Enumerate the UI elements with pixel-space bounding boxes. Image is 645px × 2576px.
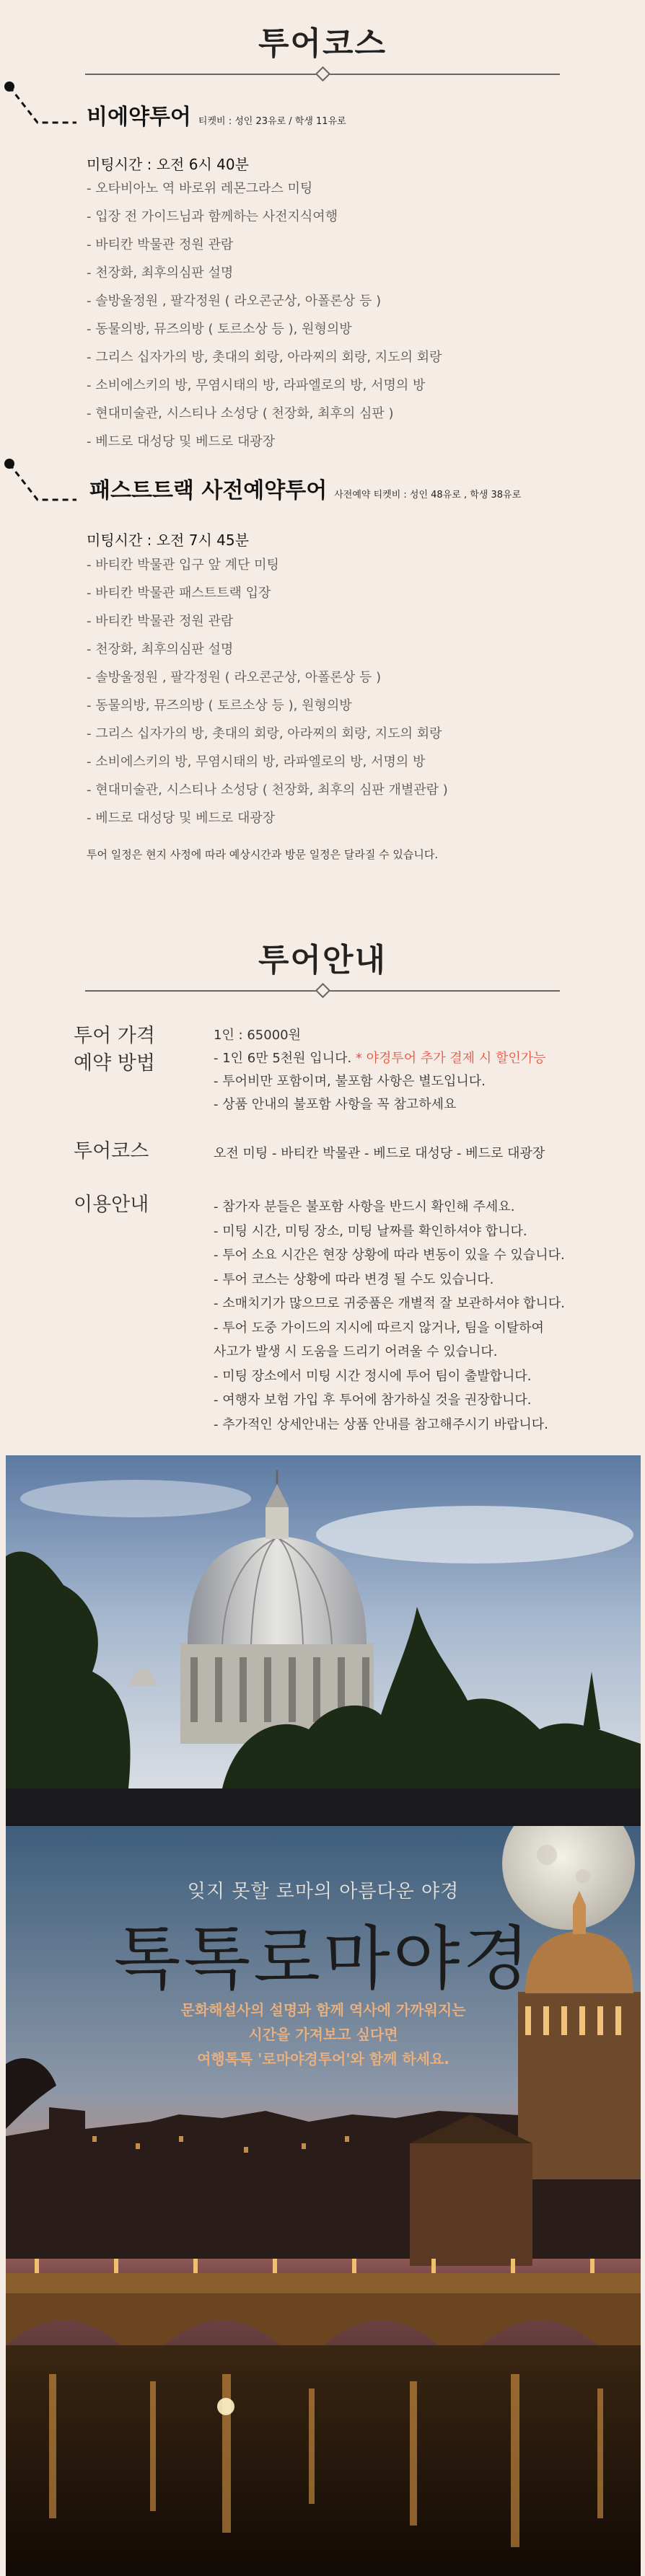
vip-meeting-time: 미팅시간 : 오전 6시 40분 — [87, 156, 249, 173]
dark-band — [6, 1788, 641, 1826]
list-item: - 추가적인 상세안내는 상품 안내를 참고해주시기 바랍니다. — [214, 1416, 548, 1432]
banner-desc-line: 여행톡톡 '로마야경투어'와 함께 하세요. — [197, 2050, 449, 2068]
list-item: - 천장화, 최후의심판 설명 — [87, 642, 234, 657]
discount-highlight: * 야경투어 추가 결제 시 할인가능 — [351, 1051, 546, 1066]
list-item: - 현대미술관, 시스티나 소성당 ( 천장화, 최후의 심판 개별관람 ) — [87, 782, 448, 798]
list-item: - 베드로 대성당 및 베드로 대광장 — [87, 811, 276, 826]
banner-description — [6, 1998, 641, 2071]
banner-subtitle: 잊지 못할 로마의 아름다운 야경 — [187, 1881, 460, 1902]
vip-tour-heading — [87, 99, 346, 131]
price-note: - 상품 안내의 불포함 사항을 꼭 참고하세요 — [214, 1097, 457, 1112]
list-item: - 솔방울정원 , 팔각정원 ( 라오콘군상, 아폴론상 등 ) — [87, 670, 382, 685]
list-item: - 오타비아노 역 바로위 레몬그라스 미팅 — [87, 181, 313, 196]
usage-label: 이용안내 — [74, 1194, 149, 1216]
price-label — [74, 1023, 155, 1077]
reservation-label-line: 예약 방법 — [74, 1052, 155, 1075]
list-item: - 바티칸 박물관 패스트트랙 입장 — [87, 586, 271, 601]
night-view-banner — [6, 1826, 641, 2576]
fast-tour-fee: 사전예약 티켓비 : 성인 48유로 , 학생 38유로 — [334, 490, 522, 500]
list-item: - 베드로 대성당 및 베드로 대광장 — [87, 434, 276, 449]
list-item: - 미팅 시간, 미팅 장소, 미팅 날짜를 확인하셔야 합니다. — [214, 1223, 527, 1239]
vip-tour-name: 비에약투어 — [87, 105, 191, 130]
banner-title: 톡톡로마야경 — [113, 1918, 533, 1999]
deposit-line — [214, 1047, 546, 1070]
tour-course-title: 투어코스 — [258, 25, 387, 62]
usage-list — [214, 1195, 565, 1437]
banner-desc-line: 시간을 가져보고 싶다면 — [248, 2026, 398, 2043]
list-item: - 투어 코스는 상황에 따라 변경 될 수도 있습니다. — [214, 1271, 494, 1287]
fast-tour-heading — [89, 472, 521, 504]
list-item: - 미팅 장소에서 미팅 시간 정시에 투어 팀이 출발합니다. — [214, 1368, 532, 1384]
list-item: - 소비에스키의 방, 무염시태의 방, 라파엘로의 방, 서명의 방 — [87, 754, 426, 769]
deposit-text: - 1인 6만 5천원 입니다. — [214, 1051, 352, 1066]
price-details — [214, 1024, 546, 1116]
vip-steps-list — [87, 175, 442, 456]
list-item: - 입장 전 가이드님과 함께하는 사전지식여행 — [87, 209, 338, 224]
list-item: - 동물의방, 뮤즈의방 ( 토르소상 등 ), 원형의방 — [87, 698, 352, 713]
course-label: 투어코스 — [74, 1140, 149, 1163]
list-item: - 바티칸 박물관 입구 앞 계단 미팅 — [87, 557, 279, 573]
schedule-note: 투어 일정은 현지 사정에 따라 예상시간과 방문 일정은 달라질 수 있습니다. — [87, 848, 439, 861]
price-line: 1인 : 65000원 — [214, 1028, 301, 1043]
list-item: - 바티칸 박물관 정원 관람 — [87, 237, 234, 252]
bullet-dot-icon — [4, 459, 14, 469]
fast-meeting-time: 미팅시간 : 오전 7시 45분 — [87, 531, 249, 549]
list-item: - 투어 소요 시간은 현장 상황에 따라 변동이 있을 수 있습니다. — [214, 1248, 565, 1263]
list-item: - 소비에스키의 방, 무염시태의 방, 라파엘로의 방, 서명의 방 — [87, 378, 426, 393]
price-label-line: 투어 가격 — [74, 1025, 155, 1047]
list-item: - 참가자 분들은 불포함 사항을 반드시 확인해 주세요. — [214, 1199, 515, 1214]
fast-steps-list — [87, 551, 448, 832]
list-item: - 바티칸 박물관 정원 관람 — [87, 614, 234, 629]
list-item: - 소매치기가 많으므로 귀중품은 개별적 잘 보관하셔야 합니다. — [214, 1296, 565, 1311]
list-item: - 그리스 십자가의 방, 촛대의 회랑, 아라찌의 회랑, 지도의 회랑 — [87, 350, 442, 365]
st-peters-dome-photo — [6, 1455, 641, 1788]
list-item: - 여행자 보험 가입 후 투어에 참가하실 것을 권장합니다. — [214, 1393, 532, 1408]
list-item: - 투어 도중 가이드의 지시에 따르지 않거나, 팀을 이탈하여 — [214, 1320, 544, 1336]
list-item: 사고가 발생 시 도움을 드리기 어려울 수 있습니다. — [214, 1344, 498, 1359]
banner-desc-line: 문화해설사의 설명과 함께 역사에 가까워지는 — [180, 2001, 466, 2019]
list-item: - 솔방울정원 , 팔각정원 ( 라오콘군상, 아폴론상 등 ) — [87, 294, 382, 309]
fast-tour-name: 패스트트랙 사전예약투어 — [89, 478, 328, 503]
course-text: 오전 미팅 - 바티칸 박물관 - 베드로 대성당 - 베드로 대광장 — [214, 1146, 545, 1161]
list-item: - 동물의방, 뮤즈의방 ( 토르소상 등 ), 원형의방 — [87, 322, 352, 337]
price-note: - 투어비만 포함이며, 불포함 사항은 별도입니다. — [214, 1074, 486, 1089]
list-item: - 그리스 십자가의 방, 촛대의 회랑, 아라찌의 회랑, 지도의 회랑 — [87, 726, 442, 741]
vip-tour-fee: 티켓비 : 성인 23유로 / 학생 11유로 — [198, 116, 346, 127]
tour-info-title: 투어안내 — [258, 942, 387, 979]
list-item: - 천장화, 최후의심판 설명 — [87, 265, 234, 281]
list-item: - 현대미술관, 시스티나 소성당 ( 천장화, 최후의 심판 ) — [87, 406, 394, 421]
